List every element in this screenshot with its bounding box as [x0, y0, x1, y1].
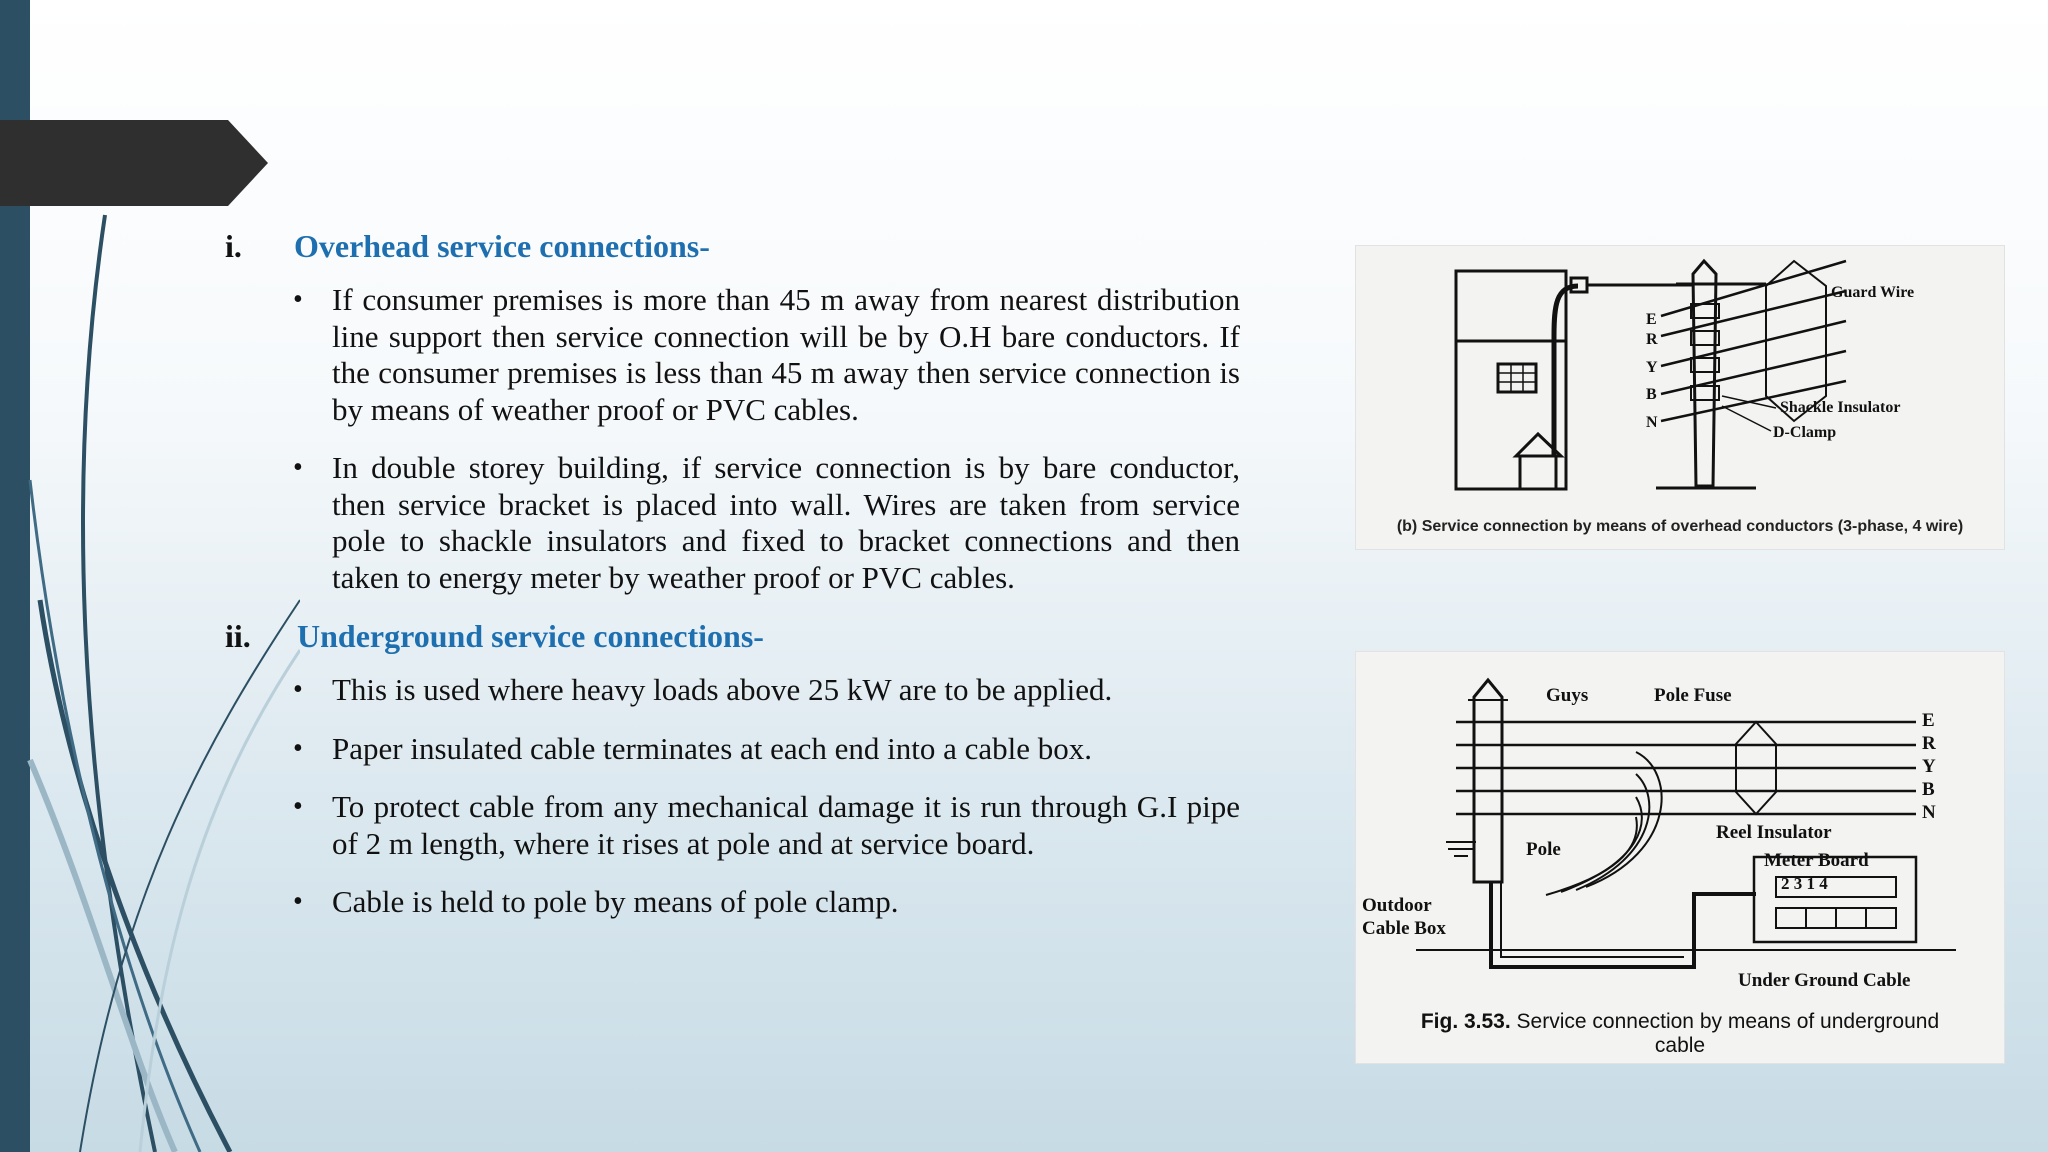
phase-y-label: Y [1646, 359, 1658, 376]
section-title: Overhead service connections- [294, 228, 710, 264]
phase-y-label: Y [1922, 756, 1936, 777]
cable-box-label: Cable Box [1362, 918, 1446, 939]
title-tab-shape [0, 120, 268, 206]
phase-r-label: R [1646, 331, 1658, 348]
section-number: ii. [225, 618, 251, 654]
figure-caption [1396, 1010, 1964, 1058]
bullet-list-overhead [225, 282, 1240, 596]
guard-wire-label: Guard Wire [1831, 284, 1915, 301]
figure-number: Fig. 3.53. [1420, 1010, 1511, 1033]
phase-e-label: E [1646, 311, 1657, 328]
bullet-item: • In double storey building, if service connection is by bare conductor, then service bracket is placed into wall. Wires are taken from service pole to shackle insulators and fixed to bracket connections and then taken to energy meter by weather proof or PVC cables. [225, 450, 1240, 596]
bullet-item: • To protect cable from any mechanical damage it is run through G.I pipe of 2 m length, where it rises at pole and at service board. [225, 789, 1240, 862]
bullet-list-underground [225, 672, 1240, 921]
reel-insulator-label: Reel Insulator [1716, 822, 1832, 843]
guys-label: Guys [1546, 685, 1589, 706]
pole-label: Pole [1526, 839, 1561, 860]
figure-caption: (b) Service connection by means of overhead conductors (3-phase, 4 wire) [1396, 518, 1964, 535]
meter-board-label: Meter Board [1764, 850, 1869, 871]
underground-diagram [1356, 652, 2004, 1063]
bullet-item: • Cable is held to pole by means of pole clamp. [225, 884, 1240, 921]
under-ground-cable-label: Under Ground Cable [1738, 970, 1911, 991]
bullet-item: • This is used where heavy loads above 25 kW are to be applied. [225, 672, 1240, 709]
neutral-n-label: N [1922, 802, 1936, 823]
underground-connection-figure [1355, 651, 2005, 1064]
bullet-item: • Paper insulated cable terminates at each end into a cable box. [225, 731, 1240, 768]
neutral-n-label: N [1646, 414, 1658, 431]
section-heading-overhead [225, 228, 1240, 274]
overhead-connection-figure [1355, 245, 2005, 550]
section-heading-underground [225, 618, 1240, 664]
slide-body [225, 228, 1240, 943]
pole-fuse-label: Pole Fuse [1654, 685, 1732, 706]
meter-digits-label: 2 3 1 4 [1781, 874, 1828, 893]
phase-b-label: B [1646, 386, 1657, 403]
figure-caption-text: Service connection by means of underground cable [1516, 1010, 1940, 1057]
phase-e-label: E [1922, 710, 1935, 731]
bullet-item: • If consumer premises is more than 45 m away from nearest distribution line support then service connection will be by O.H bare conductors. If the consumer premises is less than 45 m away then service connection is by means of weather proof or PVC cables. [225, 282, 1240, 428]
phase-r-label: R [1922, 733, 1936, 754]
d-clamp-label: D-Clamp [1773, 424, 1837, 441]
shackle-insulator-label: Shackle Insulator [1780, 399, 1901, 416]
phase-b-label: B [1922, 779, 1935, 800]
section-title: Underground service connections- [297, 618, 764, 654]
section-number: i. [225, 228, 242, 264]
outdoor-label: Outdoor [1362, 895, 1432, 916]
